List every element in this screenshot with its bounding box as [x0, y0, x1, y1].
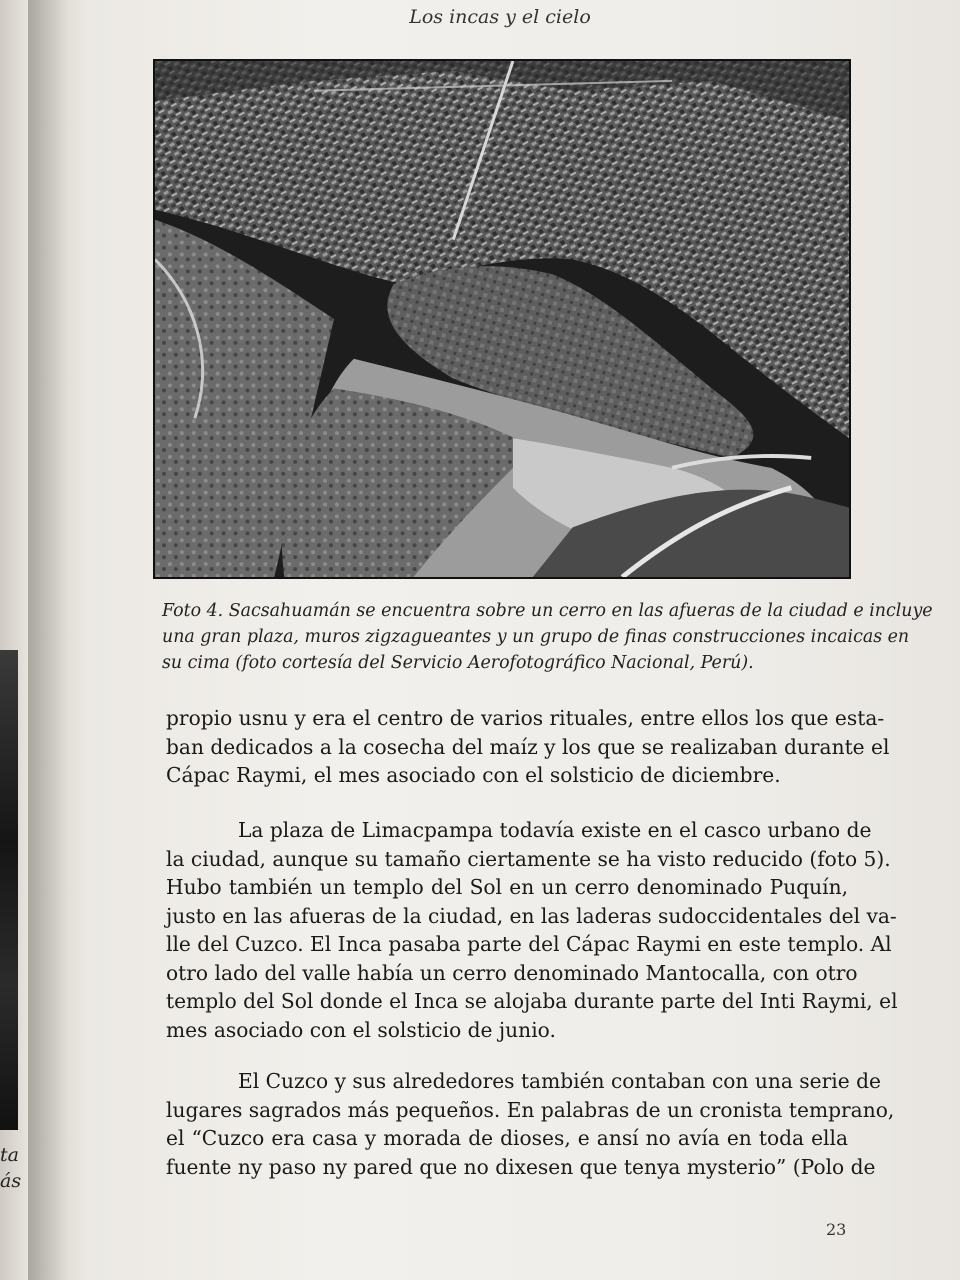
- text-line: Cápac Raymi, el mes asociado con el solsticio de diciembre.: [166, 763, 781, 787]
- text-line: Hubo también un templo del Sol en un cerro denominado Puquín,: [166, 875, 848, 899]
- adjacent-text-fragment: ás: [0, 1170, 22, 1192]
- aerial-photo-image: [155, 61, 849, 577]
- gutter-shadow: [28, 0, 68, 1280]
- text-line: ban dedicados a la cosecha del maíz y los que se realizaban durante el: [166, 734, 890, 759]
- text-line: fuente ny paso ny pared que no dixesen que tenya mysterio” (Polo de: [166, 1154, 876, 1179]
- text-line: El Cuzco y sus alrededores también contaban con una serie de: [238, 1069, 881, 1093]
- page-number: 23: [826, 1220, 847, 1239]
- text-line: la ciudad, aunque su tamaño ciertamente se ha visto reducido (foto 5).: [166, 846, 891, 871]
- text-line: propio usnu y era el centro de varios rituales, entre ellos los que esta-: [166, 706, 885, 730]
- caption-line: una gran plaza, muros zigzagueantes y un grupo de finas construcciones incaicas en: [162, 627, 910, 647]
- running-head: Los incas y el cielo: [409, 6, 591, 28]
- text-line: el “Cuzco era casa y morada de dioses, e ansí no avía en toda ella: [166, 1126, 848, 1150]
- paragraph-3: [166, 1067, 895, 1181]
- paragraph-1: [166, 704, 890, 790]
- text-line: templo del Sol donde el Inca se alojaba durante parte del Inti Raymi, el: [166, 989, 898, 1013]
- aerial-photo: [153, 59, 851, 579]
- text-line: otro lado del valle había un cerro denominado Mantocalla, con otro: [166, 960, 858, 985]
- adjacent-photo-edge: [0, 650, 18, 1130]
- text-line: lle del Cuzco. El Inca pasaba parte del Cápac Raymi en este templo. Al: [166, 932, 892, 956]
- caption-line: Foto 4. Sacsahuamán se encuentra sobre un cerro en las afueras de la ciudad e incluye: [162, 601, 933, 621]
- text-line: mes asociado con el solsticio de junio.: [166, 1017, 556, 1042]
- text-line: justo en las afueras de la ciudad, en las laderas sudoccidentales del va-: [166, 903, 897, 928]
- paragraph-2: [166, 816, 898, 1044]
- adjacent-text-fragment: ta: [0, 1144, 19, 1166]
- text-line: La plaza de Limacpampa todavía existe en el casco urbano de: [238, 818, 872, 842]
- caption-line: su cima (foto cortesía del Servicio Aerofotográfico Nacional, Perú).: [162, 653, 754, 673]
- text-line: lugares sagrados más pequeños. En palabras de un cronista temprano,: [166, 1097, 895, 1122]
- photo-caption: [162, 598, 933, 676]
- adjacent-left-page: [0, 0, 28, 1280]
